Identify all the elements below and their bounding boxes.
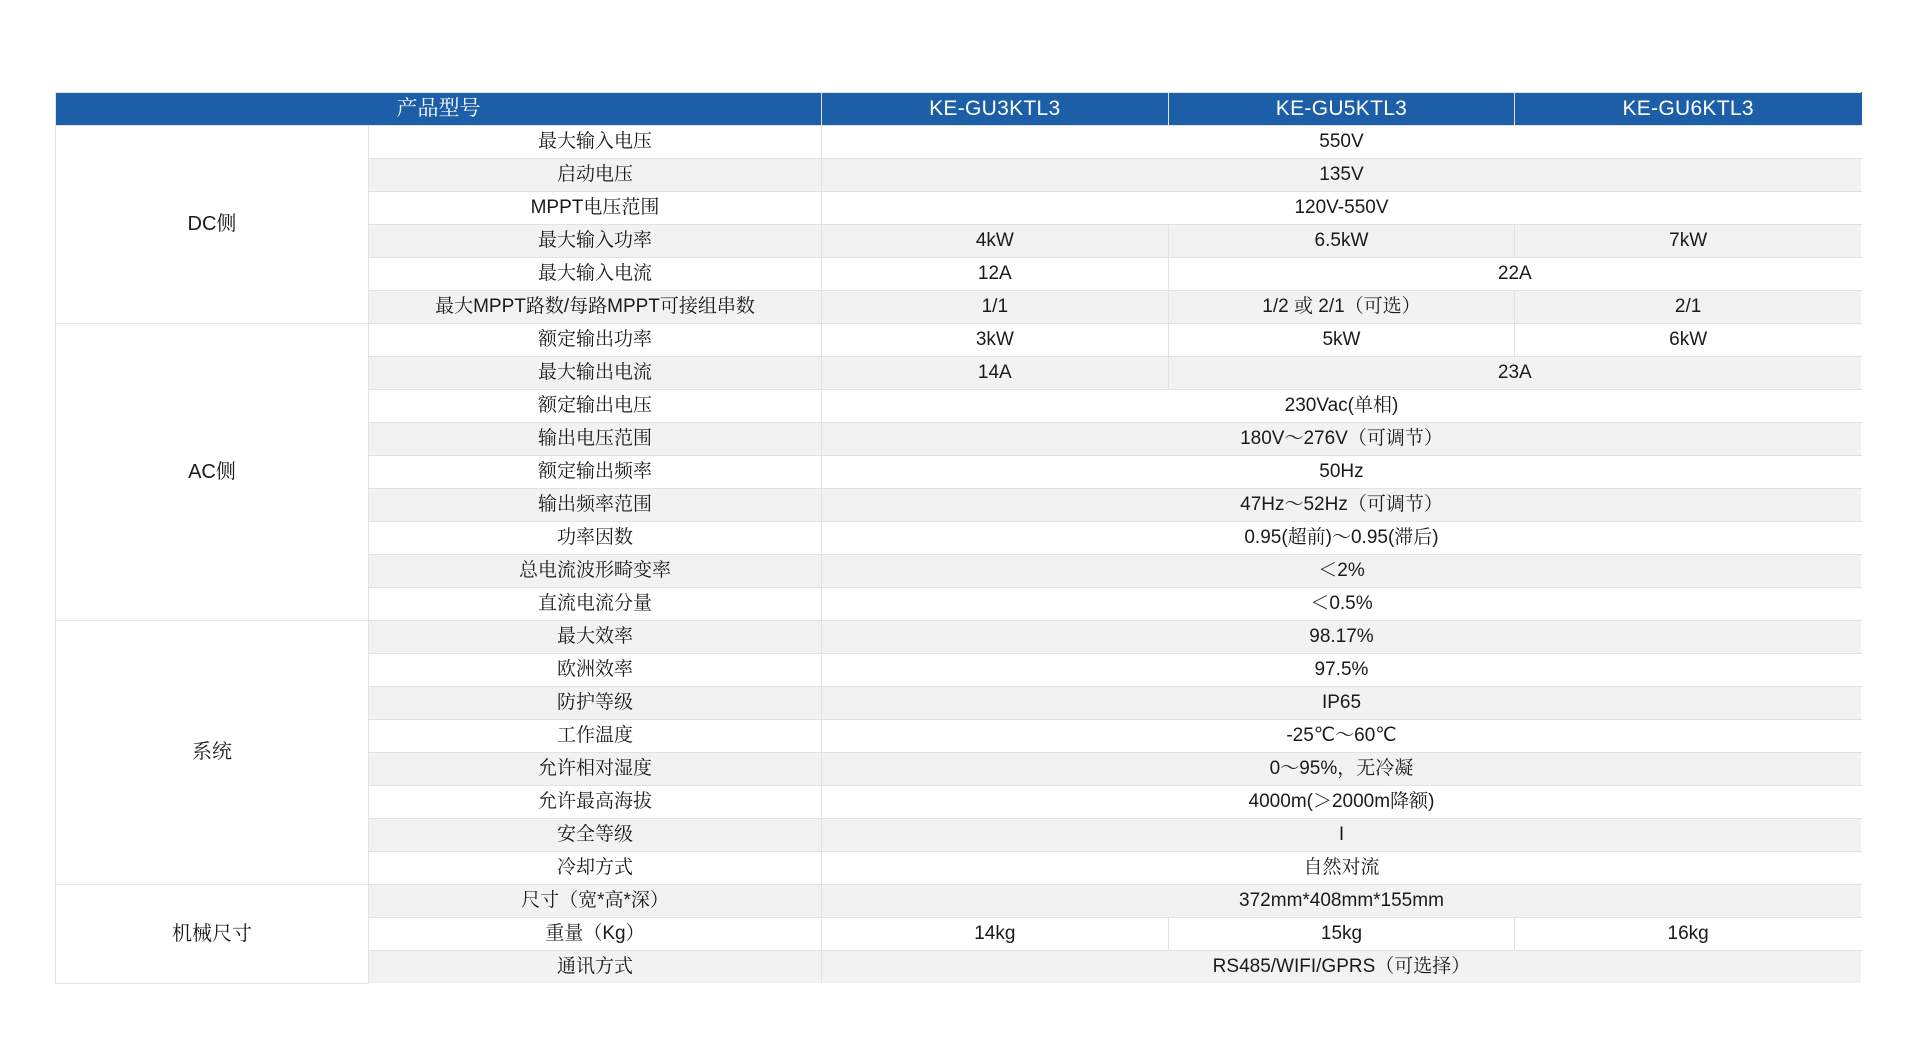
spec-value: 120V-550V [822,192,1862,225]
spec-value: 6kW [1515,324,1862,357]
spec-value: 372mm*408mm*155mm [822,885,1862,918]
parameter-label: 尺寸（宽*高*深） [369,885,822,918]
parameter-label: 功率因数 [369,522,822,555]
parameter-label: 最大输出电流 [369,357,822,390]
spec-table-container [55,92,1861,984]
parameter-label: 重量（Kg） [369,918,822,951]
spec-value: -25℃～60℃ [822,720,1862,753]
table-header [56,93,1862,126]
header-model-1: KE-GU3KTL3 [822,93,1169,126]
table-row [56,126,1862,159]
parameter-label: 允许最高海拔 [369,786,822,819]
spec-value: 1/2 或 2/1（可选） [1168,291,1515,324]
parameter-label: 额定输出频率 [369,456,822,489]
parameter-label: 冷却方式 [369,852,822,885]
product-spec-table [55,92,1862,984]
parameter-label: 欧洲效率 [369,654,822,687]
spec-value: 7kW [1515,225,1862,258]
table-row [56,621,1862,654]
spec-value: 0.95(超前)～0.95(滞后) [822,522,1862,555]
parameter-label: 工作温度 [369,720,822,753]
parameter-label: 最大效率 [369,621,822,654]
parameter-label: 额定输出电压 [369,390,822,423]
parameter-label: 防护等级 [369,687,822,720]
group-label: 系统 [56,621,369,885]
header-param-label: 产品型号 [56,93,822,126]
spec-value: 50Hz [822,456,1862,489]
parameter-label: 直流电流分量 [369,588,822,621]
spec-value: 16kg [1515,918,1862,951]
spec-value: 4000m(＞2000m降额) [822,786,1862,819]
spec-value: ＜2% [822,555,1862,588]
spec-value: 135V [822,159,1862,192]
spec-value: ＜0.5% [822,588,1862,621]
parameter-label: MPPT电压范围 [369,192,822,225]
spec-value: 97.5% [822,654,1862,687]
parameter-label: 额定输出功率 [369,324,822,357]
parameter-label: 安全等级 [369,819,822,852]
spec-value: 15kg [1168,918,1515,951]
spec-value: 12A [822,258,1169,291]
spec-value: 14A [822,357,1169,390]
group-label: 机械尺寸 [56,885,369,984]
table-body [56,126,1862,984]
parameter-label: 最大输入电流 [369,258,822,291]
header-model-2: KE-GU5KTL3 [1168,93,1515,126]
spec-value: 230Vac(单相) [822,390,1862,423]
spec-value: 0～95%，无冷凝 [822,753,1862,786]
spec-value: 23A [1168,357,1861,390]
spec-value: 180V～276V（可调节） [822,423,1862,456]
header-row [56,93,1862,126]
spec-value: 2/1 [1515,291,1862,324]
spec-value: 1/1 [822,291,1169,324]
spec-value: I [822,819,1862,852]
parameter-label: 最大MPPT路数/每路MPPT可接组串数 [369,291,822,324]
header-model-3: KE-GU6KTL3 [1515,93,1862,126]
group-label: DC侧 [56,126,369,324]
spec-value: 14kg [822,918,1169,951]
spec-value: 自然对流 [822,852,1862,885]
spec-value: 3kW [822,324,1169,357]
spec-value: 4kW [822,225,1169,258]
parameter-label: 启动电压 [369,159,822,192]
spec-value: RS485/WIFI/GPRS（可选择） [822,951,1862,984]
spec-value: 22A [1168,258,1861,291]
spec-value: 550V [822,126,1862,159]
table-row [56,324,1862,357]
spec-value: 5kW [1168,324,1515,357]
parameter-label: 通讯方式 [369,951,822,984]
group-label: AC侧 [56,324,369,621]
spec-value: 6.5kW [1168,225,1515,258]
parameter-label: 最大输入功率 [369,225,822,258]
table-row [56,885,1862,918]
spec-value: IP65 [822,687,1862,720]
parameter-label: 最大输入电压 [369,126,822,159]
parameter-label: 总电流波形畸变率 [369,555,822,588]
spec-value: 98.17% [822,621,1862,654]
parameter-label: 输出电压范围 [369,423,822,456]
parameter-label: 允许相对湿度 [369,753,822,786]
parameter-label: 输出频率范围 [369,489,822,522]
spec-value: 47Hz～52Hz（可调节） [822,489,1862,522]
